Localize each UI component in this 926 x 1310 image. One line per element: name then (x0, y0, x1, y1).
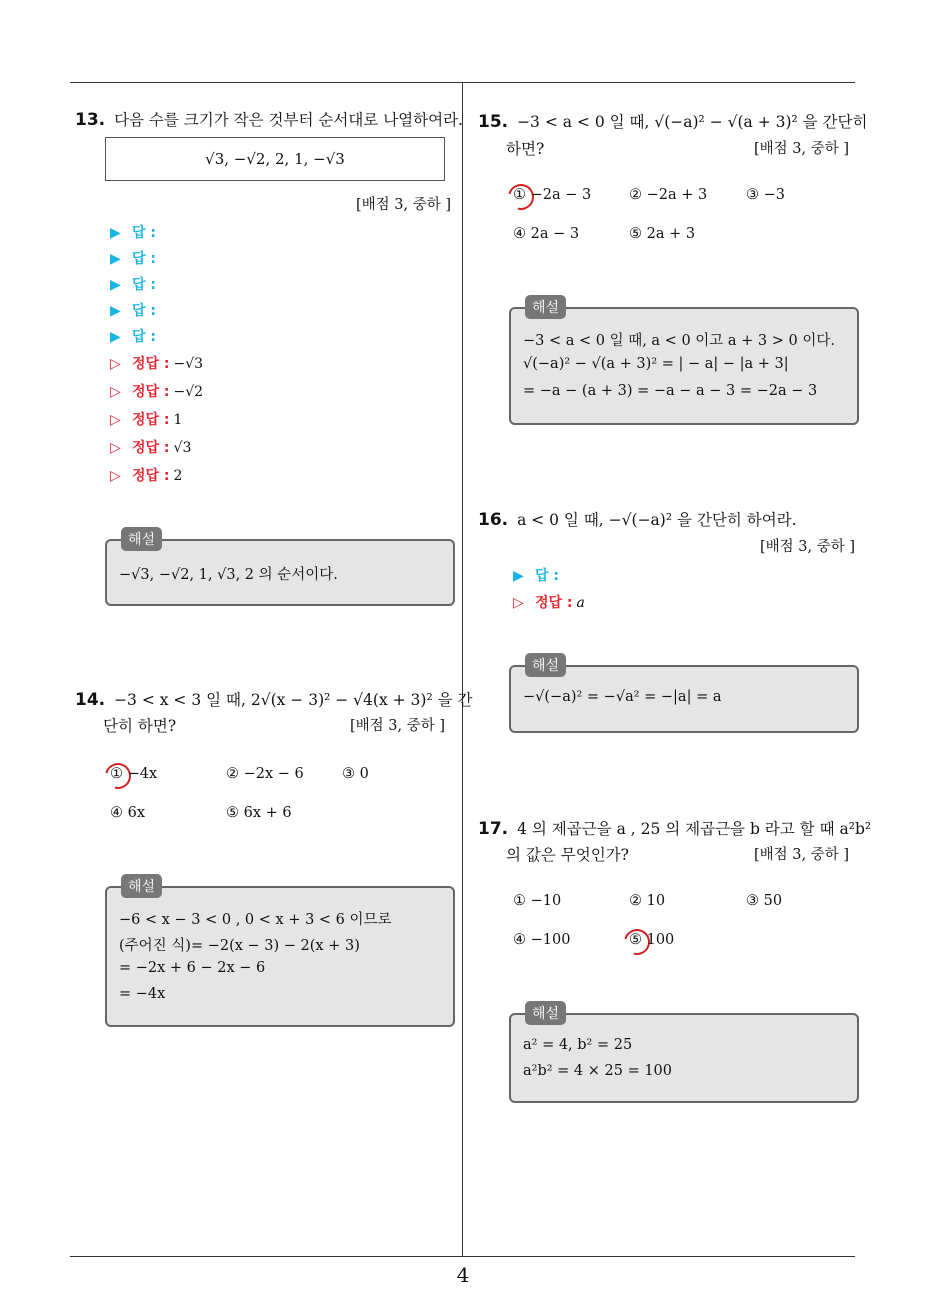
q17-choice-5[interactable]: ⑤ 100 (629, 932, 675, 948)
q17-choice-3[interactable]: ③ 50 (746, 893, 783, 909)
q14-line1: −3 < x < 3 일 때, 2√(x − 3)² − √4(x + 3)² 을 간 (114, 691, 473, 709)
q13-correct-5 (110, 465, 182, 485)
correct-value: −√3 (173, 356, 204, 372)
q13-answer-2[interactable] (110, 248, 156, 268)
q14-number: 14. (75, 690, 106, 710)
play-outline-icon: ▷ (110, 412, 121, 428)
q16-text: a < 0 일 때, −√(−a)² 을 간단히 하여라. (517, 511, 797, 529)
q14-explanation-line1: −6 < x − 3 < 0 , 0 < x + 3 < 6 이므로 (119, 912, 392, 928)
correct-label: 정답 : (132, 412, 170, 428)
q14-question (75, 688, 472, 710)
q13-answer-4[interactable] (110, 300, 156, 320)
correct-label: 정답 : (132, 440, 170, 456)
q15-choice-2[interactable]: ② −2a + 3 (629, 187, 708, 203)
q16-number: 16. (478, 510, 509, 530)
q16-correct (513, 592, 585, 612)
q14-line2: 단히 하면? (103, 717, 177, 735)
q15-explanation-line2: √(−a)² − √(a + 3)² = | − a| − |a + 3| (523, 356, 789, 372)
play-icon: ▶ (110, 225, 121, 241)
q14-choice-5[interactable]: ⑤ 6x + 6 (226, 805, 292, 821)
play-outline-icon: ▷ (110, 384, 121, 400)
q13-answer-1[interactable] (110, 222, 156, 242)
q14-choice-1[interactable]: ① −4x (110, 766, 158, 782)
correct-value: 2 (173, 468, 183, 484)
correct-value: √3 (173, 440, 192, 456)
q14-choice-2[interactable]: ② −2x − 6 (226, 766, 304, 782)
q13-question (75, 108, 463, 130)
q14-explanation (105, 879, 455, 1027)
q14-explanation-line2: (주어진 식)= −2(x − 3) − 2(x + 3) (119, 938, 360, 954)
q17-line1: 4 의 제곱근을 a , 25 의 제곱근을 b 라고 할 때 a²b² (517, 820, 872, 838)
answer-label: 답 : (132, 225, 156, 241)
q15-choice-3[interactable]: ③ −3 (746, 187, 785, 203)
q15-explanation-line3: = −a − (a + 3) = −a − a − 3 = −2a − 3 (523, 383, 818, 399)
q15-choice-5[interactable]: ⑤ 2a + 3 (629, 226, 696, 242)
play-icon: ▶ (110, 251, 121, 267)
correct-label: 정답 : (132, 356, 170, 372)
play-outline-icon: ▷ (513, 595, 524, 611)
q15-question (478, 110, 867, 132)
correct-value: −√2 (173, 384, 204, 400)
q17-explanation (509, 1006, 859, 1103)
q15-line2: 하면? (506, 140, 545, 158)
q14-choice-3[interactable]: ③ 0 (342, 766, 369, 782)
q17-choice-2[interactable]: ② 10 (629, 893, 666, 909)
q16-question (478, 508, 797, 530)
q13-text: 다음 수를 크기가 작은 것부터 순서대로 나열하여라. (114, 111, 463, 129)
q13-explanation (105, 532, 455, 606)
column-divider (462, 83, 463, 1257)
q15-explanation-line1: −3 < a < 0 일 때, a < 0 이고 a + 3 > 0 이다. (523, 333, 835, 349)
q17-explanation-line2: a²b² = 4 × 25 = 100 (523, 1063, 673, 1079)
q13-correct-3 (110, 409, 182, 429)
q17-choice-4[interactable]: ④ −100 (513, 932, 571, 948)
q17-choice-1[interactable]: ① −10 (513, 893, 562, 909)
q14-explanation-line3: = −2x + 6 − 2x − 6 (119, 960, 266, 976)
q16-score: [배점 3, 중하 ] (760, 539, 856, 555)
explanation-tag: 해설 (525, 653, 566, 677)
q13-box-values: √3, −√2, 2, 1, −√3 (205, 150, 345, 168)
correct-label: 정답 : (132, 468, 170, 484)
q15-explanation (509, 300, 859, 425)
q17-score: [배점 3, 중하 ] (754, 847, 850, 863)
q16-explanation-text: −√(−a)² = −√a² = −|a| = a (523, 689, 722, 705)
correct-label: 정답 : (535, 595, 573, 611)
bottom-rule (70, 1256, 855, 1257)
explanation-tag: 해설 (121, 874, 162, 898)
q16-explanation (509, 658, 859, 733)
correct-value: a (576, 595, 585, 611)
q13-answer-3[interactable] (110, 274, 156, 294)
q16-answer[interactable] (513, 565, 559, 585)
explanation-tag: 해설 (525, 1001, 566, 1025)
q17-line2: 의 값은 무엇인가? (506, 846, 629, 864)
q17-explanation-line1: a² = 4, b² = 25 (523, 1037, 633, 1053)
play-icon: ▶ (513, 568, 524, 584)
play-outline-icon: ▷ (110, 468, 121, 484)
answer-label: 답 : (535, 568, 559, 584)
q13-answer-5[interactable] (110, 326, 156, 346)
q14-explanation-line4: = −4x (119, 986, 166, 1002)
play-outline-icon: ▷ (110, 440, 121, 456)
correct-value: 1 (173, 412, 183, 428)
q15-line1: −3 < a < 0 일 때, √(−a)² − √(a + 3)² 을 간단히 (517, 113, 868, 131)
q14-choice-4[interactable]: ④ 6x (110, 805, 146, 821)
q13-correct-1 (110, 353, 203, 373)
q17-question (478, 817, 871, 839)
answer-label: 답 : (132, 329, 156, 345)
explanation-tag: 해설 (121, 527, 162, 551)
q15-score: [배점 3, 중하 ] (754, 141, 850, 157)
correct-label: 정답 : (132, 384, 170, 400)
q15-choice-1[interactable]: ① −2a − 3 (513, 187, 592, 203)
page-number: 4 (456, 1263, 470, 1287)
play-icon: ▶ (110, 303, 121, 319)
q13-explanation-text: −√3, −√2, 1, √3, 2 의 순서이다. (119, 567, 338, 583)
q13-correct-4 (110, 437, 191, 457)
play-icon: ▶ (110, 277, 121, 293)
q13-correct-2 (110, 381, 203, 401)
answer-label: 답 : (132, 277, 156, 293)
play-outline-icon: ▷ (110, 356, 121, 372)
q13-score: [배점 3, 중하 ] (356, 197, 452, 213)
q13-number: 13. (75, 110, 106, 130)
explanation-tag: 해설 (525, 295, 566, 319)
play-icon: ▶ (110, 329, 121, 345)
answer-label: 답 : (132, 251, 156, 267)
q13-number-box (105, 137, 445, 181)
answer-label: 답 : (132, 303, 156, 319)
q15-choice-4[interactable]: ④ 2a − 3 (513, 226, 580, 242)
q14-score: [배점 3, 중하 ] (350, 718, 446, 734)
q17-number: 17. (478, 819, 509, 839)
q15-number: 15. (478, 112, 509, 132)
